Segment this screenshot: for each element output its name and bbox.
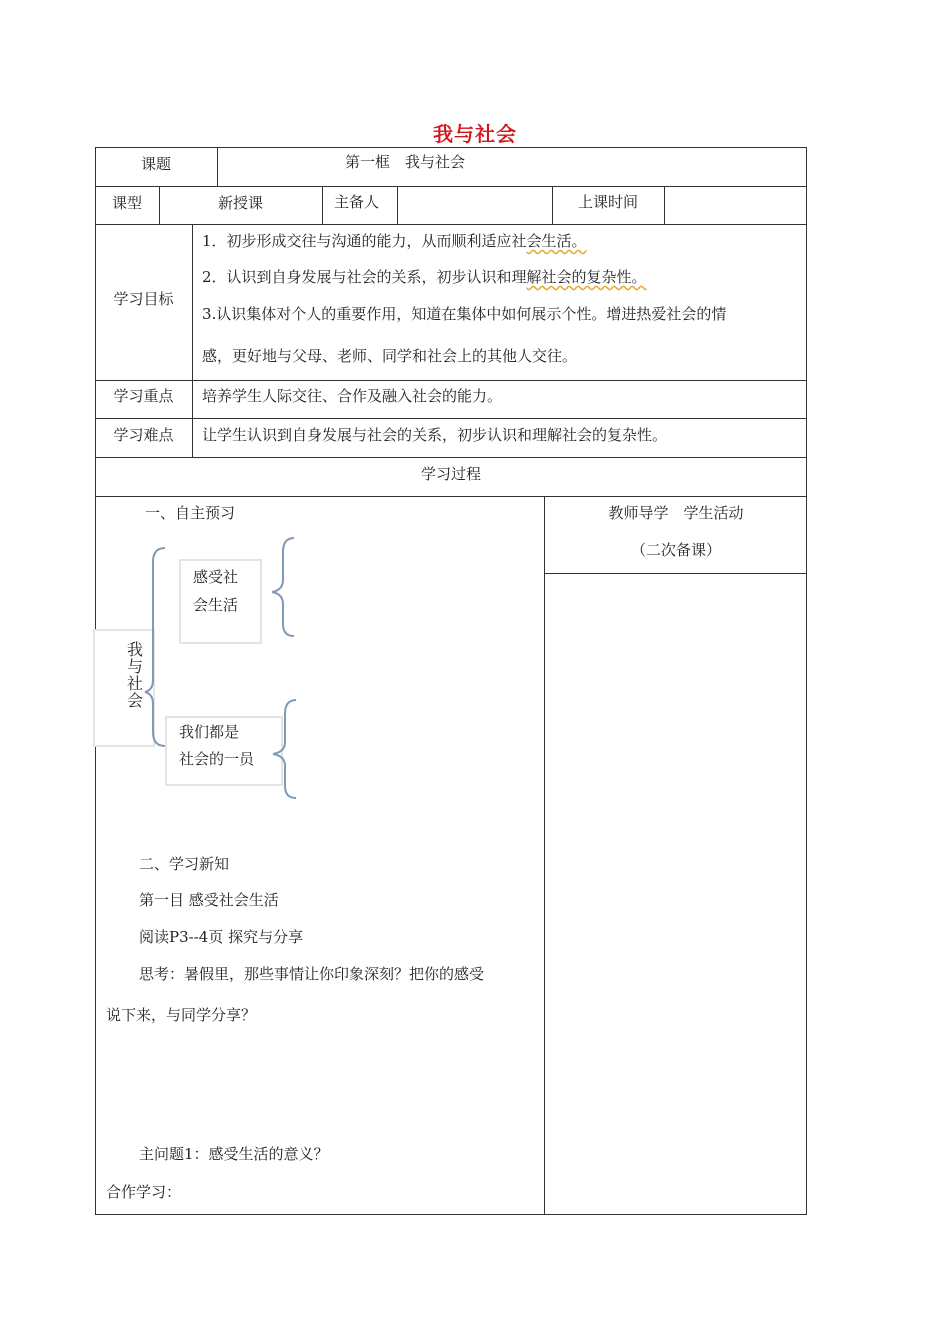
- mindmap-branch-1-line2: 会生活: [193, 596, 239, 614]
- mindmap-branch-2-line2: 社会的一员: [179, 750, 255, 768]
- brace-branch-2: [273, 700, 296, 798]
- goal-item-3-line2: 感，更好地与父母、老师、同学和社会上的其他人交往。: [202, 347, 578, 365]
- difficulty-label: 学习难点: [113, 426, 174, 444]
- reading-instruction: 阅读P3--4页 探究与分享: [139, 928, 304, 946]
- preparer-label: 主备人: [334, 193, 380, 211]
- goal-item-2: 2．认识到自身发展与社会的关系，初步认识和理解社会的复杂性。: [202, 268, 647, 286]
- key-point-text: 培养学生人际交往、合作及融入社会的能力。: [202, 387, 503, 405]
- mindmap-root-label: 我 与 社 会: [126, 640, 143, 710]
- goal-item-1: 1．初步形成交往与沟通的能力，从而顺利适应社会生活。: [202, 232, 587, 250]
- difficulty-text: 让学生认识到自身发展与社会的关系，初步认识和理解社会的复杂性。: [202, 426, 668, 444]
- brace-branch-1: [272, 538, 294, 636]
- goals-label: 学习目标: [113, 290, 174, 308]
- new-knowledge-heading: 二、学习新知: [139, 855, 230, 873]
- key-point-label: 学习重点: [113, 387, 174, 405]
- process-label: 学习过程: [420, 465, 481, 483]
- class-time-label: 上课时间: [577, 193, 638, 211]
- topic-value: 第一框 我与社会: [345, 153, 466, 171]
- main-question: 主问题1：感受生活的意义？: [139, 1145, 329, 1163]
- goal-item-3-line1: 3.认识集体对个人的重要作用，知道在集体中如何展示个性。增进热爱社会的情: [202, 305, 727, 323]
- preview-heading: 一、自主预习: [145, 504, 236, 522]
- type-label: 课型: [111, 194, 142, 212]
- brace-main: [145, 548, 165, 746]
- item-1-title: 第一目 感受社会生活: [139, 891, 279, 909]
- teacher-guide-heading: 教师导学 学生活动: [608, 504, 744, 522]
- think-question-line2: 说下来，与同学分享？: [106, 1006, 257, 1024]
- second-prep-note: （二次备课）: [630, 541, 721, 559]
- think-question-line1: 思考：暑假里，那些事情让你印象深刻？把你的感受: [139, 965, 485, 983]
- topic-label: 课题: [140, 155, 171, 173]
- mindmap-branch-2-line1: 我们都是: [179, 723, 240, 741]
- mindmap-branch-1-line1: 感受社: [193, 568, 239, 586]
- page-title: 我与社会: [433, 122, 517, 146]
- cooperation-label: 合作学习：: [106, 1183, 182, 1201]
- type-value: 新授课: [217, 194, 263, 212]
